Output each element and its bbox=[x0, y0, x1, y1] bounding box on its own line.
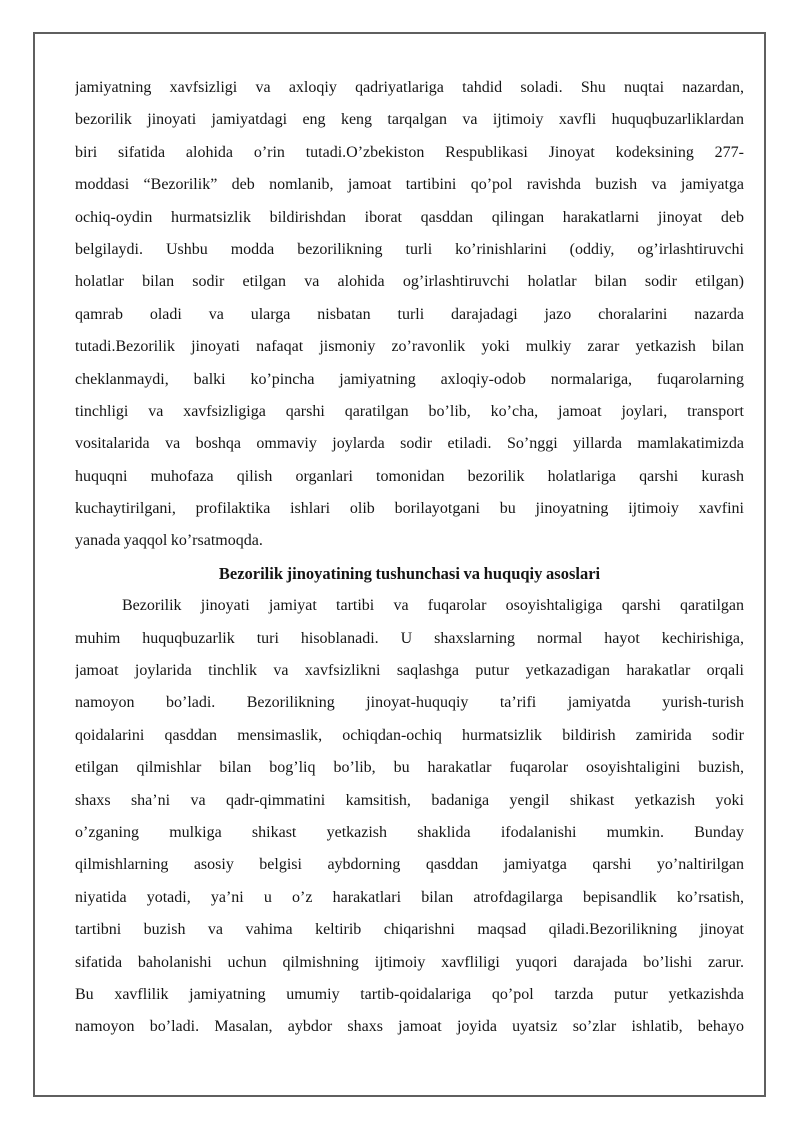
text-line: Bezorilik jinoyati jamiyat tartibi va fuqarolar osoyishtaligiga qarshi qaratilgan bbox=[122, 597, 744, 615]
text-line: moddasi “Bezorilik” deb nomlanib, jamoat tartibini qo’pol ravishda buzish va jamiyatga bbox=[75, 176, 744, 194]
text-line: ochiq-oydin hurmatsizlik bildirishdan iborat qasddan qilingan harakatlarni jinoyat deb bbox=[75, 208, 744, 226]
text-line: namoyon bo’ladi. Masalan, aybdor shaxs jamoat joyida uyatsiz so’zlar ishlatib, behayo bbox=[75, 1018, 744, 1036]
text-line: qilmishlarning asosiy belgisi aybdorning qasddan jamiyatga qarshi yo’naltirilgan bbox=[75, 856, 744, 874]
text-line: namoyon bo’ladi. Bezorilikning jinoyat-huquqiy ta’rifi jamiyatda yurish-turish bbox=[75, 694, 744, 712]
text-line: muhim huquqbuzarlik turi hisoblanadi. U shaxslarning normal hayot kechirishiga, bbox=[75, 629, 744, 647]
text-line: o’zganing mulkiga shikast yetkazish shaklida ifodalanishi mumkin. Bunday bbox=[75, 823, 744, 841]
text-line: Bu xavflilik jamiyatning umumiy tartib-qoidalariga qo’pol tarzda putur yetkazishda bbox=[75, 985, 744, 1003]
document-text bbox=[75, 72, 744, 1044]
text-line: kuchaytirilgani, profilaktika ishlari olib borilayotgani bu jinoyatning ijtimoiy xavfini bbox=[75, 500, 744, 518]
text-line: shaxs sha’ni va qadr-qimmatini kamsitish, badaniga yengil shikast yetkazish yoki bbox=[75, 791, 744, 809]
text-line: qamrab oladi va ularga nisbatan turli darajadagi jazo choralarini nazarda bbox=[75, 305, 744, 323]
text-line: cheklanmaydi, balki ko’pincha jamiyatning axloqiy-odob normalariga, fuqarolarning bbox=[75, 370, 744, 388]
text-line: niyatida yotadi, ya’ni u o’z harakatlari bilan atrofdagilarga bepisandlik ko’rsatish, bbox=[75, 888, 744, 906]
text-line: jamiyatning xavfsizligi va axloqiy qadriyatlariga tahdid soladi. Shu nuqtai nazardan, bbox=[75, 79, 744, 96]
text-line: holatlar bilan sodir etilgan va alohida og’irlashtiruvchi holatlar bilan sodir etilgan) bbox=[75, 273, 744, 291]
text-line: bezorilik jinoyati jamiyatdagi eng keng tarqalgan va ijtimoiy xavfli huquqbuzarliklardan bbox=[75, 111, 744, 129]
text-line: etilgan qilmishlar bilan bog’liq bo’lib, bu harakatlar fuqarolar osoyishtaligini buzish, bbox=[75, 759, 744, 777]
text-line: vositalarida va boshqa ommaviy joylarda sodir etiladi. So’nggi yillarda mamlakatimizda bbox=[75, 435, 744, 453]
text-line: jamoat joylarida tinchlik va xavfsizlikni saqlashga putur yetkazadigan harakatlar orqali bbox=[75, 662, 744, 680]
text-line: sifatida baholanishi uchun qilmishning ijtimoiy xavfliligi yuqori darajada bo’lishi zarur. bbox=[75, 953, 744, 971]
text-line: tutadi.Bezorilik jinoyati nafaqat jismoniy zo’ravonlik yoki mulkiy zarar yetkazish bilan bbox=[75, 338, 744, 356]
text-line: huquqni muhofaza qilish organlari tomonidan bezorilik holatlariga qarshi kurash bbox=[75, 467, 744, 485]
text-line: yanada yaqqol ko’rsatmoqda. bbox=[75, 532, 263, 550]
text-line: biri sifatida alohida o’rin tutadi.O’zbekiston Respublikasi Jinoyat kodeksining 277- bbox=[75, 143, 744, 161]
text-line: qoidalarini qasddan mensimaslik, ochiqdan-ochiq hurmatsizlik bildirish zamirida sodir bbox=[75, 726, 744, 744]
section-heading: Bezorilik jinoyatining tushunchasi va huquqiy asoslari bbox=[218, 563, 601, 583]
text-line: belgilaydi. Ushbu modda bezorilikning turli ko’rinishlarini (oddiy, og’irlashtiruvchi bbox=[75, 240, 744, 258]
text-line: tartibni buzish va vahima keltirib chiqarishni maqsad qiladi.Bezorilikning jinoyat bbox=[75, 921, 744, 939]
text-line: tinchligi va xavfsizligiga qarshi qaratilgan bo’lib, ko’cha, jamoat joylari, transport bbox=[75, 402, 744, 420]
